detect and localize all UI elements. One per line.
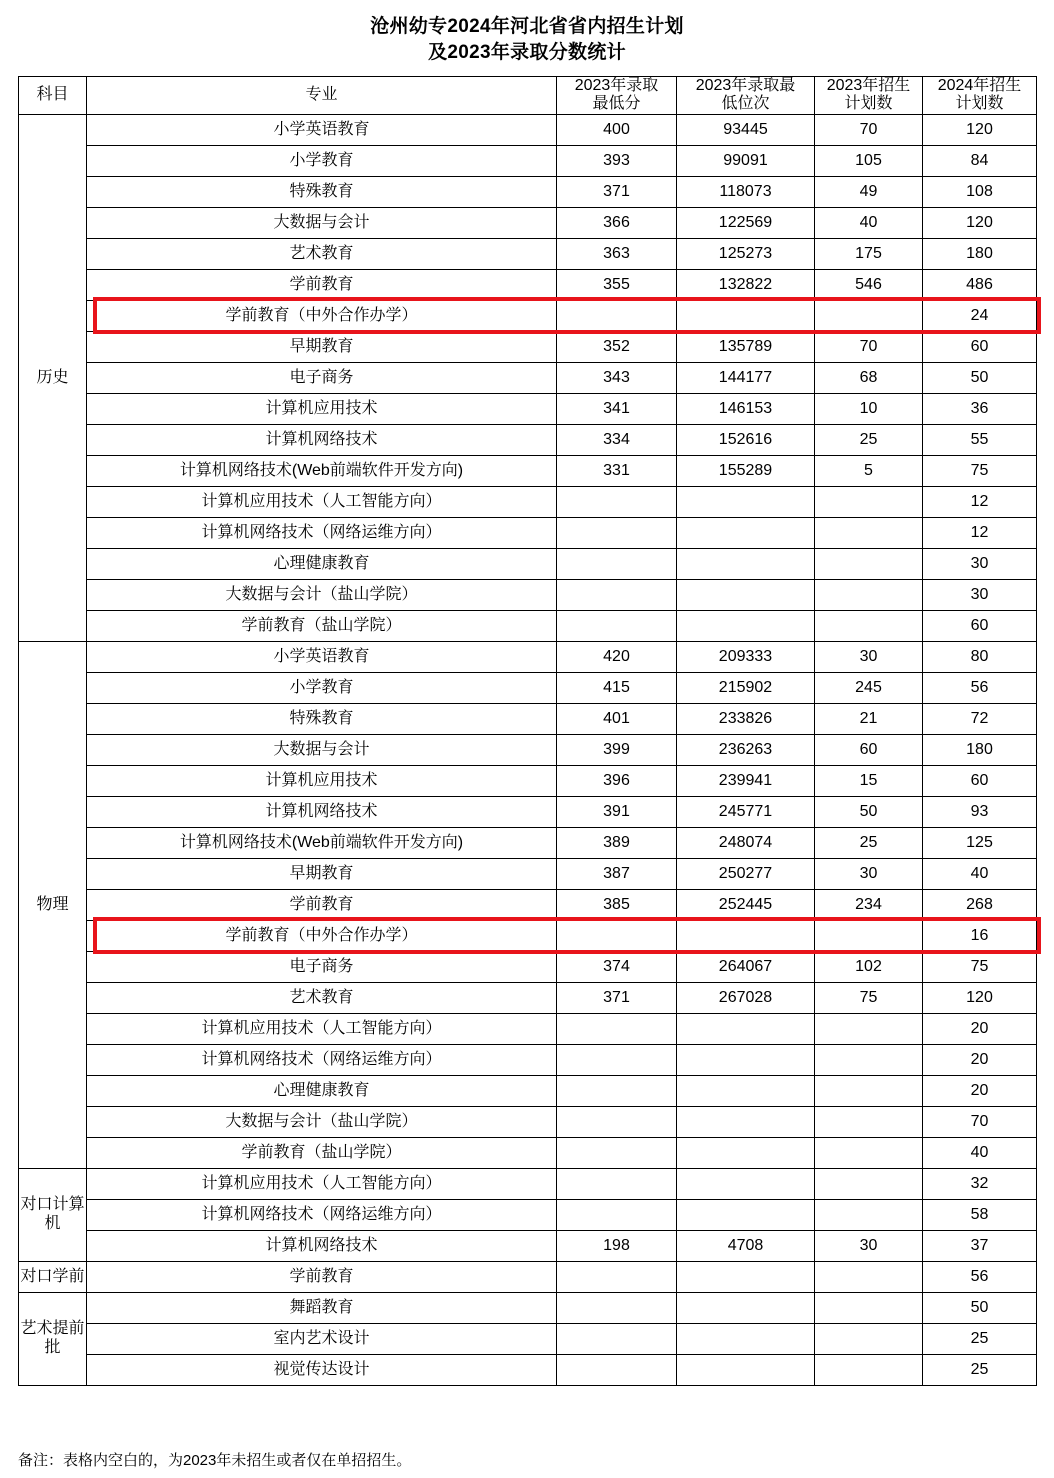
plan-2024-cell: 125 (923, 827, 1037, 858)
table-row (19, 827, 1037, 858)
min-score-cell (557, 1013, 677, 1044)
min-rank-cell (677, 1013, 815, 1044)
plan-2024-cell: 20 (923, 1075, 1037, 1106)
min-score-cell (557, 1354, 677, 1385)
min-rank-cell: 132822 (677, 269, 815, 300)
table-row (19, 300, 1037, 331)
table-row (19, 176, 1037, 207)
table-row (19, 1261, 1037, 1292)
min-score-cell: 343 (557, 362, 677, 393)
subject-cell: 对口学前 (19, 1261, 87, 1292)
plan-2023-cell (815, 579, 923, 610)
major-cell: 计算机应用技术（人工智能方向） (87, 486, 557, 517)
min-score-cell: 420 (557, 641, 677, 672)
min-score-cell: 331 (557, 455, 677, 486)
table-row (19, 114, 1037, 145)
min-score-cell (557, 486, 677, 517)
table-row (19, 579, 1037, 610)
plan-2023-cell (815, 1261, 923, 1292)
plan-2024-cell: 75 (923, 951, 1037, 982)
table-row (19, 703, 1037, 734)
column-header-subject: 科目 (19, 77, 87, 115)
major-cell: 艺术教育 (87, 238, 557, 269)
major-cell: 学前教育 (87, 889, 557, 920)
table-row (19, 1199, 1037, 1230)
min-score-cell: 363 (557, 238, 677, 269)
min-rank-cell (677, 610, 815, 641)
major-cell: 学前教育 (87, 269, 557, 300)
min-score-cell: 374 (557, 951, 677, 982)
plan-2023-cell: 30 (815, 641, 923, 672)
min-rank-cell: 125273 (677, 238, 815, 269)
table-row (19, 1230, 1037, 1261)
table-row (19, 424, 1037, 455)
plan-2024-cell: 50 (923, 362, 1037, 393)
table-row (19, 765, 1037, 796)
column-header-plan-2024 (923, 77, 1037, 115)
min-score-cell: 334 (557, 424, 677, 455)
min-score-cell: 391 (557, 796, 677, 827)
plan-2024-cell: 84 (923, 145, 1037, 176)
subject-cell: 对口计算机 (19, 1168, 87, 1261)
plan-2024-cell: 30 (923, 579, 1037, 610)
table-row (19, 1137, 1037, 1168)
plan-2024-cell: 40 (923, 858, 1037, 889)
plan-2023-cell (815, 610, 923, 641)
major-cell: 计算机网络技术（网络运维方向） (87, 1044, 557, 1075)
table-row (19, 145, 1037, 176)
major-cell: 计算机网络技术(Web前端软件开发方向) (87, 827, 557, 858)
subject-cell: 艺术提前批 (19, 1292, 87, 1385)
plan-2024-cell: 37 (923, 1230, 1037, 1261)
plan-2024-cell: 32 (923, 1168, 1037, 1199)
min-score-cell: 389 (557, 827, 677, 858)
min-rank-cell (677, 1137, 815, 1168)
plan-2023-cell: 70 (815, 114, 923, 145)
min-rank-cell: 267028 (677, 982, 815, 1013)
min-score-cell (557, 579, 677, 610)
column-header-plan-2024-line1: 2024年招生 (937, 77, 1022, 94)
min-score-cell: 396 (557, 765, 677, 796)
table-row (19, 548, 1037, 579)
plan-2023-cell: 5 (815, 455, 923, 486)
min-rank-cell (677, 1354, 815, 1385)
plan-2024-cell: 180 (923, 734, 1037, 765)
table-row (19, 1354, 1037, 1385)
plan-2024-cell: 24 (923, 300, 1037, 331)
plan-2024-cell: 36 (923, 393, 1037, 424)
major-cell: 学前教育（盐山学院） (87, 1137, 557, 1168)
plan-2023-cell: 105 (815, 145, 923, 176)
min-rank-cell: 248074 (677, 827, 815, 858)
min-rank-cell (677, 548, 815, 579)
major-cell: 艺术教育 (87, 982, 557, 1013)
major-cell: 大数据与会计 (87, 207, 557, 238)
table-row (19, 1292, 1037, 1323)
footnote: 备注：表格内空白的，为2023年未招生或者仅在单招招生。 (18, 1452, 412, 1469)
plan-2023-cell (815, 300, 923, 331)
table-row (19, 1044, 1037, 1075)
table-body (19, 114, 1037, 1385)
plan-2023-cell (815, 1137, 923, 1168)
min-score-cell (557, 1168, 677, 1199)
plan-2023-cell (815, 1354, 923, 1385)
major-cell: 电子商务 (87, 951, 557, 982)
plan-2024-cell: 25 (923, 1323, 1037, 1354)
column-header-min-rank-line1: 2023年录取最 (695, 77, 796, 94)
major-cell: 电子商务 (87, 362, 557, 393)
column-header-min-rank (677, 77, 815, 115)
plan-2024-cell: 16 (923, 920, 1037, 951)
subject-cell: 物理 (19, 641, 87, 1168)
min-rank-cell: 4708 (677, 1230, 815, 1261)
min-rank-cell: 264067 (677, 951, 815, 982)
plan-2024-cell: 120 (923, 982, 1037, 1013)
min-score-cell: 371 (557, 176, 677, 207)
plan-2024-cell: 56 (923, 1261, 1037, 1292)
plan-2024-cell: 120 (923, 114, 1037, 145)
min-score-cell (557, 548, 677, 579)
plan-2024-cell: 60 (923, 331, 1037, 362)
plan-2023-cell: 49 (815, 176, 923, 207)
column-header-plan-2024-line2: 计划数 (955, 95, 1004, 113)
major-cell: 计算机应用技术 (87, 393, 557, 424)
min-score-cell: 400 (557, 114, 677, 145)
major-cell: 大数据与会计（盐山学院） (87, 579, 557, 610)
min-rank-cell: 233826 (677, 703, 815, 734)
table-row (19, 238, 1037, 269)
min-score-cell (557, 1075, 677, 1106)
min-rank-cell (677, 1168, 815, 1199)
column-header-plan-2023-line1: 2023年招生 (826, 77, 911, 94)
plan-2024-cell: 120 (923, 207, 1037, 238)
min-score-cell (557, 1137, 677, 1168)
table-row (19, 1106, 1037, 1137)
plan-2023-cell: 30 (815, 1230, 923, 1261)
major-cell: 学前教育（盐山学院） (87, 610, 557, 641)
table-row (19, 1323, 1037, 1354)
major-cell: 学前教育 (87, 1261, 557, 1292)
plan-2024-cell: 30 (923, 548, 1037, 579)
min-rank-cell: 118073 (677, 176, 815, 207)
plan-2024-cell: 12 (923, 486, 1037, 517)
plan-2023-cell: 546 (815, 269, 923, 300)
table-row (19, 1013, 1037, 1044)
min-rank-cell: 155289 (677, 455, 815, 486)
min-rank-cell: 209333 (677, 641, 815, 672)
plan-2023-cell (815, 1292, 923, 1323)
major-cell: 特殊教育 (87, 703, 557, 734)
plan-2023-cell: 15 (815, 765, 923, 796)
plan-2023-cell: 175 (815, 238, 923, 269)
table-row (19, 1168, 1037, 1199)
min-score-cell (557, 1292, 677, 1323)
min-rank-cell: 245771 (677, 796, 815, 827)
major-cell: 早期教育 (87, 331, 557, 362)
plan-2024-cell: 20 (923, 1044, 1037, 1075)
min-rank-cell (677, 300, 815, 331)
table-row (19, 517, 1037, 548)
table-row (19, 982, 1037, 1013)
min-rank-cell: 93445 (677, 114, 815, 145)
plan-2023-cell: 21 (815, 703, 923, 734)
table-row (19, 734, 1037, 765)
table-row (19, 1075, 1037, 1106)
plan-2024-cell: 20 (923, 1013, 1037, 1044)
min-rank-cell: 239941 (677, 765, 815, 796)
plan-2024-cell: 50 (923, 1292, 1037, 1323)
column-header-major: 专业 (87, 77, 557, 115)
min-rank-cell: 236263 (677, 734, 815, 765)
min-rank-cell: 252445 (677, 889, 815, 920)
plan-2023-cell: 30 (815, 858, 923, 889)
major-cell: 计算机网络技术 (87, 796, 557, 827)
min-score-cell (557, 610, 677, 641)
plan-2023-cell (815, 1106, 923, 1137)
plan-2023-cell: 102 (815, 951, 923, 982)
table-row (19, 796, 1037, 827)
min-score-cell: 341 (557, 393, 677, 424)
plan-2024-cell: 486 (923, 269, 1037, 300)
min-score-cell (557, 1106, 677, 1137)
plan-2024-cell: 12 (923, 517, 1037, 548)
major-cell: 视觉传达设计 (87, 1354, 557, 1385)
column-header-min-score-line1: 2023年录取 (574, 77, 659, 94)
plan-2024-cell: 58 (923, 1199, 1037, 1230)
plan-2023-cell (815, 1075, 923, 1106)
column-header-plan-2023 (815, 77, 923, 115)
min-rank-cell (677, 1261, 815, 1292)
min-score-cell (557, 1199, 677, 1230)
min-rank-cell: 146153 (677, 393, 815, 424)
major-cell: 计算机应用技术（人工智能方向） (87, 1168, 557, 1199)
plan-2024-cell: 75 (923, 455, 1037, 486)
plan-2024-cell: 40 (923, 1137, 1037, 1168)
major-cell: 计算机网络技术 (87, 1230, 557, 1261)
min-rank-cell (677, 1292, 815, 1323)
major-cell: 计算机网络技术（网络运维方向） (87, 1199, 557, 1230)
major-cell: 早期教育 (87, 858, 557, 889)
plan-2023-cell (815, 920, 923, 951)
table-row (19, 207, 1037, 238)
plan-2023-cell (815, 1013, 923, 1044)
table-row (19, 858, 1037, 889)
table-row (19, 672, 1037, 703)
plan-2023-cell: 245 (815, 672, 923, 703)
plan-2024-cell: 56 (923, 672, 1037, 703)
min-score-cell (557, 300, 677, 331)
plan-2023-cell (815, 1168, 923, 1199)
min-score-cell: 366 (557, 207, 677, 238)
plan-2023-cell: 50 (815, 796, 923, 827)
table-row (19, 610, 1037, 641)
min-score-cell (557, 920, 677, 951)
table-row (19, 393, 1037, 424)
min-rank-cell: 135789 (677, 331, 815, 362)
plan-2023-cell: 75 (815, 982, 923, 1013)
plan-2024-cell: 60 (923, 610, 1037, 641)
min-rank-cell: 122569 (677, 207, 815, 238)
min-rank-cell (677, 486, 815, 517)
min-score-cell: 387 (557, 858, 677, 889)
major-cell: 计算机网络技术(Web前端软件开发方向) (87, 455, 557, 486)
major-cell: 小学英语教育 (87, 114, 557, 145)
plan-2023-cell (815, 517, 923, 548)
plan-2024-cell: 108 (923, 176, 1037, 207)
plan-2024-cell: 268 (923, 889, 1037, 920)
plan-2024-cell: 72 (923, 703, 1037, 734)
table-row (19, 486, 1037, 517)
table-header (19, 77, 1037, 115)
plan-2023-cell: 40 (815, 207, 923, 238)
min-rank-cell (677, 1075, 815, 1106)
table-row (19, 951, 1037, 982)
min-rank-cell: 250277 (677, 858, 815, 889)
major-cell: 计算机应用技术 (87, 765, 557, 796)
min-rank-cell (677, 1044, 815, 1075)
plan-2024-cell: 25 (923, 1354, 1037, 1385)
min-rank-cell: 144177 (677, 362, 815, 393)
plan-2024-cell: 55 (923, 424, 1037, 455)
min-score-cell: 385 (557, 889, 677, 920)
major-cell: 计算机应用技术（人工智能方向） (87, 1013, 557, 1044)
min-rank-cell (677, 579, 815, 610)
major-cell: 室内艺术设计 (87, 1323, 557, 1354)
column-header-plan-2023-line2: 计划数 (844, 95, 893, 113)
table-row (19, 889, 1037, 920)
min-score-cell: 401 (557, 703, 677, 734)
major-cell: 大数据与会计（盐山学院） (87, 1106, 557, 1137)
min-score-cell: 352 (557, 331, 677, 362)
major-cell: 学前教育（中外合作办学） (87, 300, 557, 331)
plan-2023-cell: 234 (815, 889, 923, 920)
table-row (19, 269, 1037, 300)
plan-2023-cell: 70 (815, 331, 923, 362)
major-cell: 学前教育（中外合作办学） (87, 920, 557, 951)
plan-2023-cell (815, 1044, 923, 1075)
major-cell: 计算机网络技术 (87, 424, 557, 455)
major-cell: 心理健康教育 (87, 548, 557, 579)
column-header-min-rank-line2: 低位次 (721, 95, 770, 113)
table-row (19, 455, 1037, 486)
table-row (19, 331, 1037, 362)
min-score-cell: 355 (557, 269, 677, 300)
major-cell: 计算机网络技术（网络运维方向） (87, 517, 557, 548)
plan-2023-cell: 60 (815, 734, 923, 765)
min-score-cell (557, 1044, 677, 1075)
page-title (18, 14, 1036, 66)
min-score-cell: 399 (557, 734, 677, 765)
plan-2023-cell: 10 (815, 393, 923, 424)
table-row (19, 641, 1037, 672)
enrollment-plan-table (18, 76, 1037, 1386)
plan-2023-cell: 25 (815, 424, 923, 455)
min-score-cell: 198 (557, 1230, 677, 1261)
min-rank-cell (677, 1323, 815, 1354)
min-score-cell (557, 1261, 677, 1292)
min-score-cell (557, 1323, 677, 1354)
min-rank-cell: 215902 (677, 672, 815, 703)
plan-2023-cell (815, 548, 923, 579)
plan-2023-cell: 68 (815, 362, 923, 393)
min-rank-cell (677, 1106, 815, 1137)
plan-2023-cell (815, 1199, 923, 1230)
plan-2024-cell: 80 (923, 641, 1037, 672)
page-title-line-2: 及2023年录取分数统计 (428, 42, 626, 63)
column-header-min-score-line2: 最低分 (592, 95, 641, 113)
min-score-cell (557, 517, 677, 548)
plan-2024-cell: 70 (923, 1106, 1037, 1137)
column-header-min-score (557, 77, 677, 115)
major-cell: 小学教育 (87, 145, 557, 176)
min-rank-cell (677, 1199, 815, 1230)
major-cell: 大数据与会计 (87, 734, 557, 765)
major-cell: 特殊教育 (87, 176, 557, 207)
plan-2024-cell: 60 (923, 765, 1037, 796)
table-row (19, 920, 1037, 951)
table-header-row (19, 77, 1037, 115)
subject-cell: 历史 (19, 114, 87, 641)
plan-2023-cell: 25 (815, 827, 923, 858)
plan-2023-cell (815, 1323, 923, 1354)
page-title-line-1: 沧州幼专2024年河北省省内招生计划 (370, 16, 684, 37)
major-cell: 小学英语教育 (87, 641, 557, 672)
min-rank-cell: 99091 (677, 145, 815, 176)
min-rank-cell (677, 517, 815, 548)
min-score-cell: 415 (557, 672, 677, 703)
min-rank-cell: 152616 (677, 424, 815, 455)
major-cell: 心理健康教育 (87, 1075, 557, 1106)
plan-2024-cell: 180 (923, 238, 1037, 269)
plan-2023-cell (815, 486, 923, 517)
major-cell: 小学教育 (87, 672, 557, 703)
min-score-cell: 393 (557, 145, 677, 176)
min-rank-cell (677, 920, 815, 951)
plan-2024-cell: 93 (923, 796, 1037, 827)
min-score-cell: 371 (557, 982, 677, 1013)
major-cell: 舞蹈教育 (87, 1292, 557, 1323)
table-row (19, 362, 1037, 393)
